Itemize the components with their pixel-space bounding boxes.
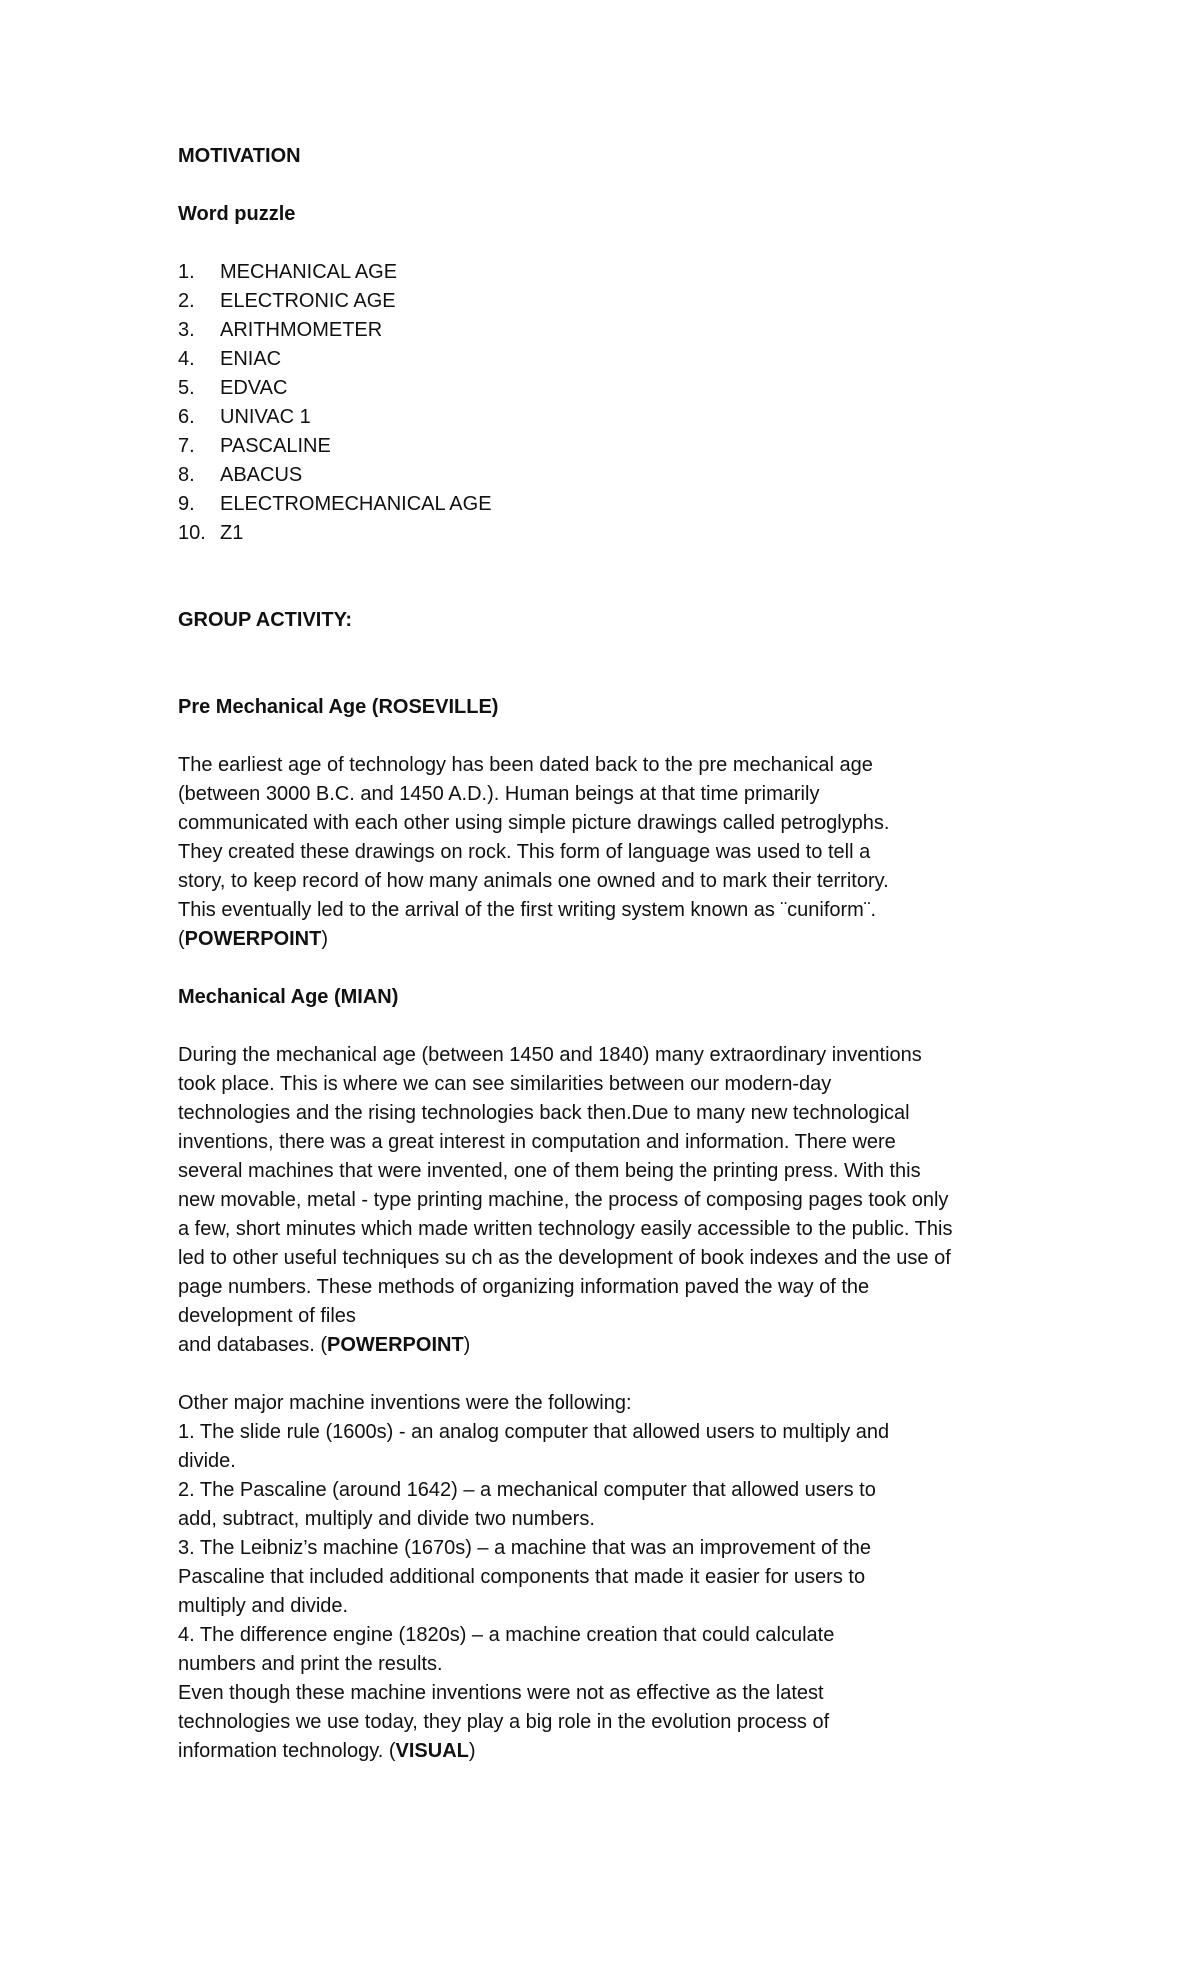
list-item-text: MECHANICAL AGE (220, 261, 398, 283)
list-item-number: 2. (178, 290, 195, 312)
list-item (178, 490, 1038, 519)
paragraph-line: new movable, metal - type printing machine, the process of composing pages took only (178, 1189, 949, 1211)
mechanical-paragraph (178, 1041, 1038, 1360)
paragraph-line: This eventually led to the arrival of the first writing system known as ¨cuniform¨. (178, 899, 877, 921)
line-prefix: information technology. ( (178, 1740, 396, 1762)
list-item-text: UNIVAC 1 (220, 406, 311, 428)
paragraph-line: communicated with each other using simple picture drawings called petroglyphs. (178, 812, 890, 834)
paragraph-line: story, to keep record of how many animals one owned and to mark their territory. (178, 870, 889, 892)
paragraph-line: technologies we use today, they play a big role in the evolution process of (178, 1711, 830, 1733)
list-item-number: 1. (178, 261, 195, 283)
paragraph-line (178, 1331, 1038, 1360)
paragraph-line (178, 1737, 1038, 1766)
paragraph-line: 2. The Pascaline (around 1642) – a mechanical computer that allowed users to (178, 1479, 876, 1501)
list-item-number: 4. (178, 348, 195, 370)
list-item-number: 5. (178, 377, 195, 399)
list-item-number: 6. (178, 406, 195, 428)
paragraph-line: took place. This is where we can see similarities between our modern-day (178, 1073, 832, 1095)
list-item (178, 519, 1038, 548)
paragraph-line: numbers and print the results. (178, 1653, 443, 1675)
document-body (178, 142, 1038, 1766)
paragraph-line: The earliest age of technology has been dated back to the pre mechanical age (178, 754, 873, 776)
list-item (178, 258, 1038, 287)
motivation-heading: MOTIVATION (178, 145, 301, 167)
word-puzzle-heading: Word puzzle (178, 203, 296, 225)
list-item-text: EDVAC (220, 377, 288, 399)
paragraph-line: During the mechanical age (between 1450 and 1840) many extraordinary inventions (178, 1044, 922, 1066)
list-item (178, 374, 1038, 403)
list-item-number: 7. (178, 435, 195, 457)
list-item (178, 316, 1038, 345)
list-item (178, 432, 1038, 461)
paragraph-line: led to other useful techniques su ch as the development of book indexes and the use of (178, 1247, 951, 1269)
tag-close: ) (463, 1334, 471, 1356)
tag-close: ) (321, 928, 329, 950)
pre-mechanical-heading: Pre Mechanical Age (ROSEVILLE) (178, 696, 499, 718)
paragraph-line: They created these drawings on rock. This form of language was used to tell a (178, 841, 871, 863)
list-item-number: 9. (178, 493, 195, 515)
powerpoint-tag: POWERPOINT (327, 1334, 464, 1356)
list-item (178, 403, 1038, 432)
list-item-number: 10. (178, 522, 206, 544)
list-item-number: 3. (178, 319, 195, 341)
paragraph-line: inventions, there was a great interest in computation and information. There were (178, 1131, 896, 1153)
paragraph-line: 1. The slide rule (1600s) - an analog computer that allowed users to multiply and (178, 1421, 890, 1443)
paragraph-line: divide. (178, 1450, 236, 1472)
group-activity-heading: GROUP ACTIVITY: (178, 609, 353, 631)
powerpoint-tag: POWERPOINT (184, 928, 322, 950)
word-puzzle-list (178, 258, 1038, 548)
pre-mechanical-paragraph (178, 751, 1038, 954)
line-prefix: and databases. ( (178, 1334, 327, 1356)
list-item-text: ABACUS (220, 464, 303, 486)
list-item (178, 345, 1038, 374)
paragraph-line: 3. The Leibniz’s machine (1670s) – a machine that was an improvement of the (178, 1537, 871, 1559)
paragraph-line: Pascaline that included additional components that made it easier for users to (178, 1566, 866, 1588)
list-item-text: ARITHMOMETER (220, 319, 383, 341)
list-item-text: PASCALINE (220, 435, 331, 457)
paragraph-line (178, 925, 1038, 954)
paragraph-line: Even though these machine inventions were not as effective as the latest (178, 1682, 824, 1704)
list-item-text: ENIAC (220, 348, 282, 370)
tag-close: ) (468, 1740, 476, 1762)
paragraph-line: Other major machine inventions were the following: (178, 1392, 632, 1414)
paragraph-line: 4. The difference engine (1820s) – a machine creation that could calculate (178, 1624, 835, 1646)
paragraph-line: technologies and the rising technologies back then.Due to many new technological (178, 1102, 910, 1124)
list-item-text: Z1 (220, 522, 244, 544)
paragraph-line: (between 3000 B.C. and 1450 A.D.). Human beings at that time primarily (178, 783, 820, 805)
paragraph-line: page numbers. These methods of organizing information paved the way of the (178, 1276, 870, 1298)
paragraph-line: multiply and divide. (178, 1595, 349, 1617)
visual-tag: VISUAL (395, 1740, 469, 1762)
list-item-text: ELECTRONIC AGE (220, 290, 396, 312)
paragraph-line: several machines that were invented, one of them being the printing press. With this (178, 1160, 921, 1182)
list-item (178, 287, 1038, 316)
list-item-number: 8. (178, 464, 195, 486)
paragraph-line: a few, short minutes which made written technology easily accessible to the public. This (178, 1218, 953, 1240)
mechanical-heading: Mechanical Age (MIAN) (178, 986, 399, 1008)
list-item (178, 461, 1038, 490)
tag-open: ( (178, 928, 185, 950)
other-inventions-paragraph (178, 1389, 1038, 1766)
paragraph-line: development of files (178, 1305, 356, 1327)
paragraph-line: add, subtract, multiply and divide two numbers. (178, 1508, 595, 1530)
list-item-text: ELECTROMECHANICAL AGE (220, 493, 492, 515)
